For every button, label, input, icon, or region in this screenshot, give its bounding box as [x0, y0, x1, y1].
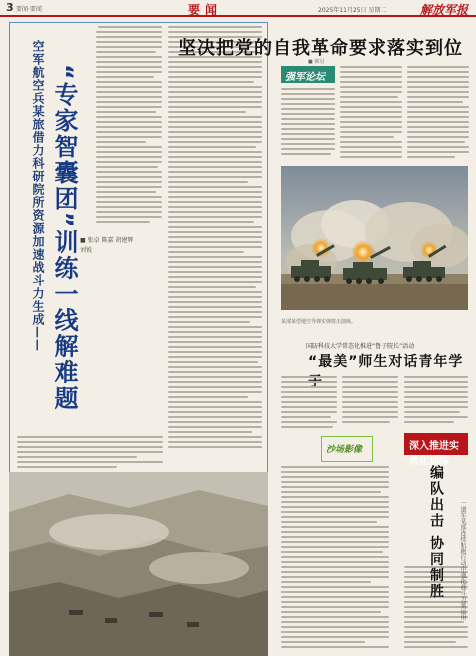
landscape-photo[interactable]: [9, 472, 268, 656]
photo-caption: 某部某型地空导弹实弹射击演练。: [281, 319, 357, 325]
subhead-title[interactable]: 编队出击 协同制胜: [428, 465, 444, 600]
feature-byline: ■ 张卓 陈嘉 胡建辉 刘锐: [80, 237, 134, 254]
sand-table-tag[interactable]: [321, 436, 373, 462]
headline-credit: ■ 韩冠: [308, 59, 325, 65]
sand-table-tag-label: 沙场影像: [326, 445, 363, 455]
column-tag[interactable]: [281, 66, 335, 83]
story-kicker: 国防科技大学常态化推进“鲁子院长”活动: [306, 343, 415, 350]
issue-date: 2025年11月25日 星期二: [318, 7, 387, 14]
in-depth-tag-label: 深入推进实战化训练: [409, 441, 459, 467]
drill-photo[interactable]: [281, 166, 468, 310]
masthead: [0, 0, 476, 17]
story-title[interactable]: “最美”师生对话青年学子: [308, 354, 464, 390]
feature-deck: 空军航空兵某旅借力科研院所资源加速战斗力生成——: [31, 40, 45, 352]
page-number: 3: [6, 1, 14, 14]
newspaper-logo[interactable]: 解放军报: [420, 3, 469, 17]
section-title: 要闻: [188, 3, 223, 17]
feature-title[interactable]: “专家智囊团”训练一线解难题: [50, 64, 78, 412]
lead-headline[interactable]: 坚决把党的自我革命要求落实到位: [178, 38, 463, 59]
in-depth-tag[interactable]: [404, 433, 468, 467]
column-tag-label: 强军论坛: [285, 72, 325, 83]
page-tag: 要闻·要闻: [16, 6, 42, 13]
subhead-deck: 一道军某部连续航跑行动中强化战斗力量运用: [459, 500, 466, 620]
